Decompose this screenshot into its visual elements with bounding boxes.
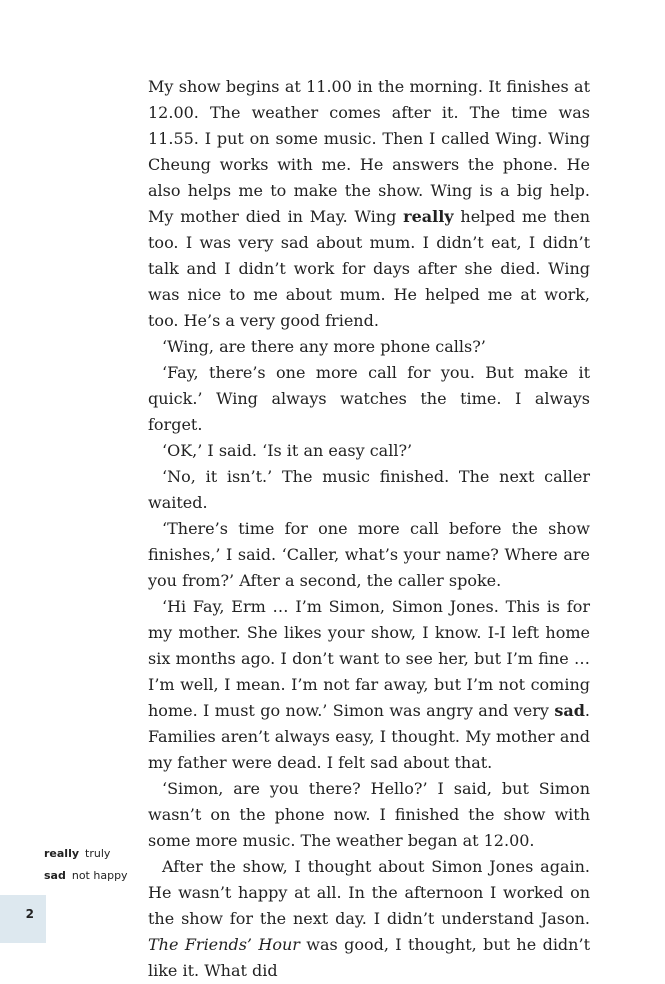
glossary-definition: truly [85, 847, 111, 860]
text-run: ‘There’s time for one more call before the show finishes,’ I said. ‘Caller, what’s your name? Where are you from?’ After a second, the caller spoke. [148, 519, 590, 590]
paragraph [148, 854, 590, 984]
text-run: was good, I thought, but he didn’t like it. What did [148, 935, 590, 980]
text-run: My show begins at 11.00 in the morning. It finishes at 12.00. The weather comes after it. The time was 11.55. I put on some music. Then I called Wing. Wing Cheung works with me. He answers the phone. He also helps me to make the show. Wing is a big help. My mother died in May. Wing [148, 77, 590, 226]
paragraph [148, 776, 590, 854]
page-number: 2 [25, 907, 34, 921]
text-run: ‘Simon, are you there? Hello?’ I said, but Simon wasn’t on the phone now. I finished the show with some more music. The weather began at 12.00. [148, 779, 590, 850]
story-text [148, 74, 590, 984]
text-run: ‘Wing, are there any more phone calls?’ [162, 337, 486, 356]
page-number-tab [0, 895, 46, 943]
text-run: ‘OK,’ I said. ‘Is it an easy call?’ [162, 441, 413, 460]
text-run: ‘No, it isn’t.’ The music finished. The next caller waited. [148, 467, 590, 512]
glossary-word-really: really [403, 207, 454, 226]
glossary-word-sad: sad [554, 701, 585, 720]
paragraph [148, 334, 590, 360]
glossary-term: sad [44, 869, 66, 882]
text-run: ‘Fay, there’s one more call for you. But make it quick.’ Wing always watches the time. I always forget. [148, 363, 590, 434]
glossary-entry [44, 865, 128, 887]
text-run: After the show, I thought about Simon Jones again. He wasn’t happy at all. In the afternoon I worked on the show for the next day. I didn’t understand Jason. [148, 857, 590, 928]
paragraph [148, 438, 590, 464]
text-run: ‘Hi Fay, Erm … I’m Simon, Simon Jones. This is for my mother. She likes your show, I know. I-I left home six months ago. I don’t want to see her, but I’m fine … I’m well, I mean. I’m not far away, but I’m not coming home. I must go now.’ Simon was angry and very [148, 597, 590, 720]
show-title: The Friends’ Hour [148, 935, 300, 954]
glossary [44, 843, 128, 887]
paragraph [148, 464, 590, 516]
paragraph [148, 360, 590, 438]
glossary-entry [44, 843, 128, 865]
text-run: . Families aren’t always easy, I thought. My mother and my father were dead. I felt sad about that. [148, 701, 590, 772]
paragraph [148, 74, 590, 334]
glossary-term: really [44, 847, 80, 860]
paragraph [148, 594, 590, 776]
text-run: helped me then too. I was very sad about mum. I didn’t eat, I didn’t talk and I didn’t work for days after she died. Wing was nice to me about mum. He helped me at work, too. He’s a very good friend. [148, 207, 590, 330]
glossary-definition: not happy [71, 869, 128, 882]
paragraph [148, 516, 590, 594]
